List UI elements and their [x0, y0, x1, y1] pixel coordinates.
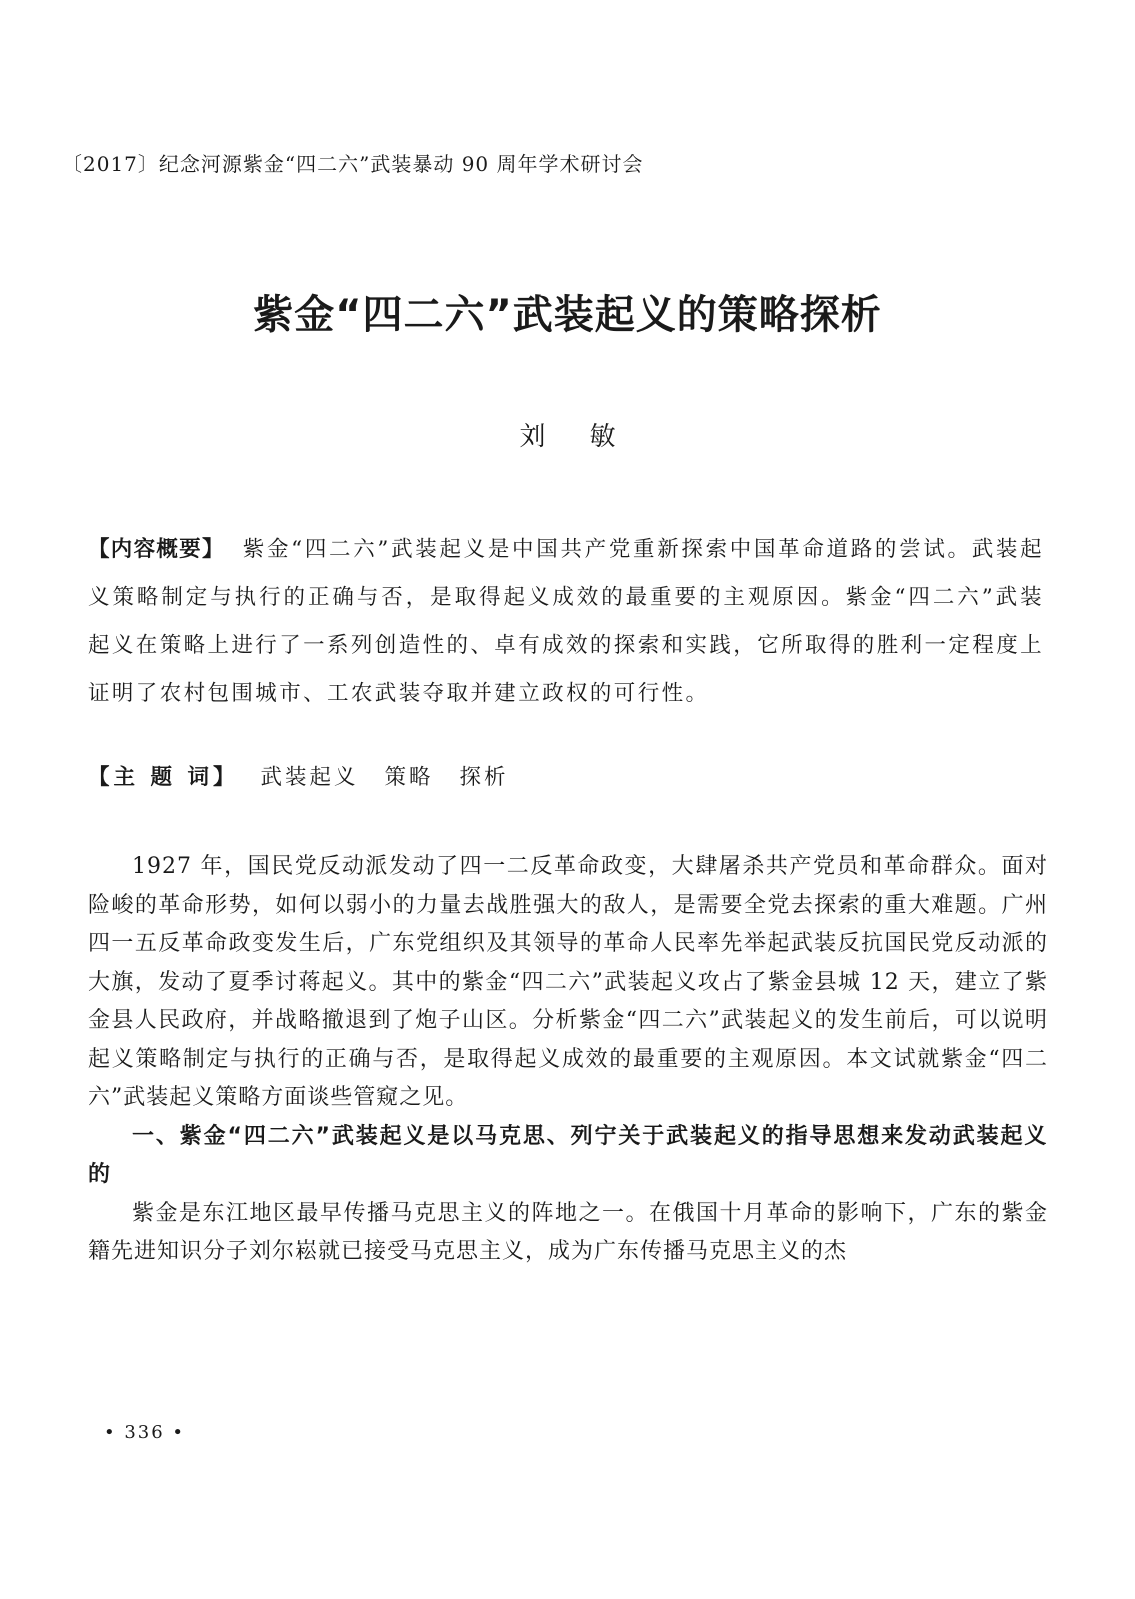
section-heading: 一、紫金“四二六”武装起义是以马克思、列宁关于武装起义的指导思想来发动武装起义的 — [88, 1123, 1048, 1187]
article-body — [88, 848, 1048, 1272]
keywords-label: 【主 题 词】 — [88, 765, 239, 790]
body-paragraph: 紫金是东江地区最早传播马克思主义的阵地之一。在俄国十月革命的影响下，广东的紫金籍先进知识分子刘尔崧就已接受马克思主义，成为广东传播马克思主义的杰 — [88, 1200, 1048, 1264]
conference-series-line: 〔2017〕纪念河源紫金“四二六”武装暴动 90 周年学术研讨会 — [62, 152, 644, 176]
abstract — [88, 526, 1044, 718]
page-number: • 336 • — [104, 1422, 186, 1443]
article-title: 紫金“四二六”武装起义的策略探析 — [253, 292, 882, 338]
abstract-label: 【内容概要】 — [88, 537, 225, 562]
abstract-text: 紫金“四二六”武装起义是中国共产党重新探索中国革命道路的尝试。武装起义策略制定与执行的正确与否，是取得起义成效的最重要的主观原因。紫金“四二六”武装起义在策略上进行了一系列创造性的、卓有成效的探索和实践，它所取得的胜利一定程度上证明了农村包围城市、工农武装夺取并建立政权的可行性。 — [88, 537, 1045, 706]
keywords-line — [88, 758, 535, 798]
author-name: 刘敏 — [519, 422, 660, 452]
keyword: 策略 — [384, 765, 434, 790]
keyword: 探析 — [459, 765, 509, 790]
body-paragraph: 1927 年，国民党反动派发动了四一二反革命政变，大肆屠杀共产党员和革命群众。面对险峻的革命形势，如何以弱小的力量去战胜强大的敌人，是需要全党去探索的重大难题。广州四一五反革命政变发生后，广东党组织及其领导的革命人民率先举起武装反抗国民党反动派的大旗，发动了夏季讨蒋起义。其中的紫金“四二六”武装起义攻占了紫金县城 12 天，建立了紫金县人民政府，并战略撤退到了炮子山区。分析紫金“四二六”武装起义的发生前后，可以说明起义策略制定与执行的正确与否，是取得起义成效的最重要的主观原因。本文试就紫金“四二六”武装起义策略方面谈些管窥之见。 — [88, 854, 1048, 1110]
keyword: 武装起义 — [260, 765, 359, 790]
